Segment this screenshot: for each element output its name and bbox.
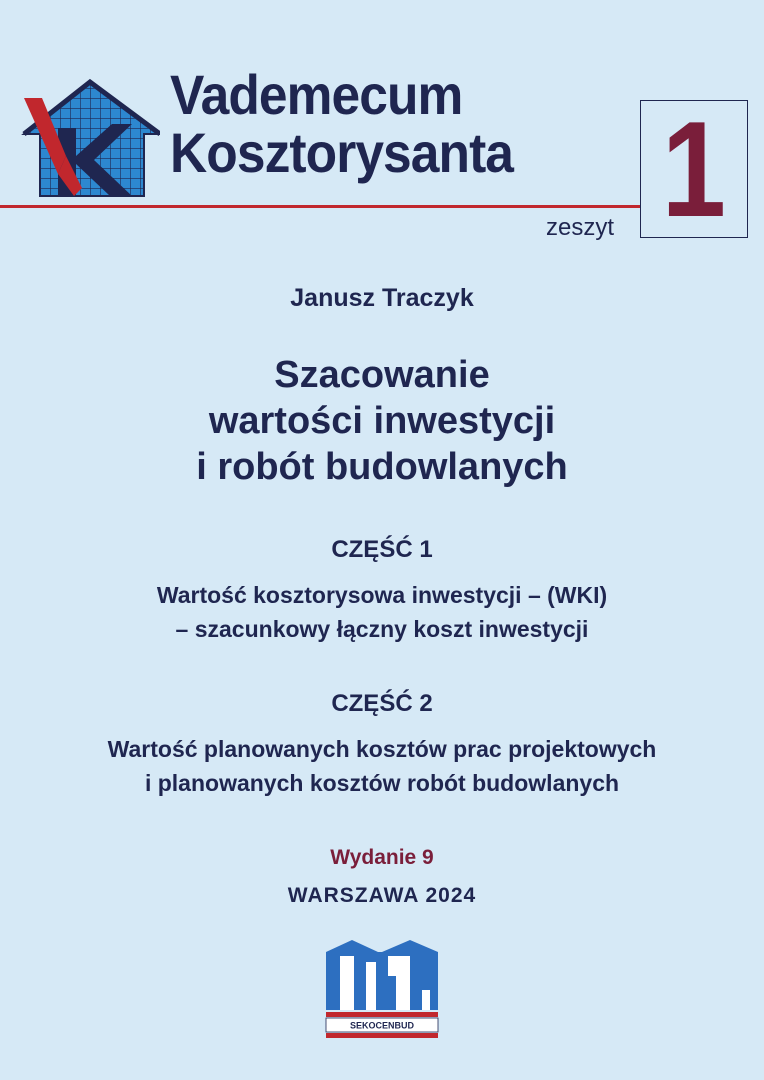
series-title-line1: Vademecum: [170, 63, 463, 126]
zeszyt-label: zeszyt: [546, 214, 615, 241]
part1-description: [0, 578, 764, 646]
title-line: wartości inwestycji: [208, 400, 556, 442]
publisher-wordmark: SEKOCENBUD: [349, 1020, 415, 1031]
part2-description: [0, 732, 764, 800]
part1-line: Wartość kosztorysowa inwestycji – (WKI): [156, 582, 608, 608]
part1-line: – szacunkowy łączny koszt inwestycji: [175, 616, 589, 642]
title-line: Szacowanie: [274, 354, 490, 396]
vademecum-house-logo: [20, 78, 160, 198]
issue-number: 1: [661, 93, 727, 245]
part2-line: i planowanych kosztów robót budowlanych: [144, 770, 620, 796]
author-name: Janusz Traczyk: [290, 284, 474, 312]
sekocenbud-logo: [322, 938, 442, 1048]
edition-label: Wydanie 9: [330, 846, 434, 869]
part2-line: Wartość planowanych kosztów prac projektowych: [107, 736, 657, 762]
red-divider: [0, 205, 640, 208]
series-title: [170, 63, 514, 184]
series-title-line2: Kosztorysanta: [170, 121, 514, 184]
city-year: WARSZAWA 2024: [287, 884, 477, 907]
issue-number-box: [640, 93, 748, 245]
part2-heading: CZĘŚĆ 2: [331, 690, 433, 717]
part1-heading: CZĘŚĆ 1: [331, 536, 433, 563]
book-title: [0, 352, 764, 490]
title-line: i robót budowlanych: [196, 446, 568, 488]
